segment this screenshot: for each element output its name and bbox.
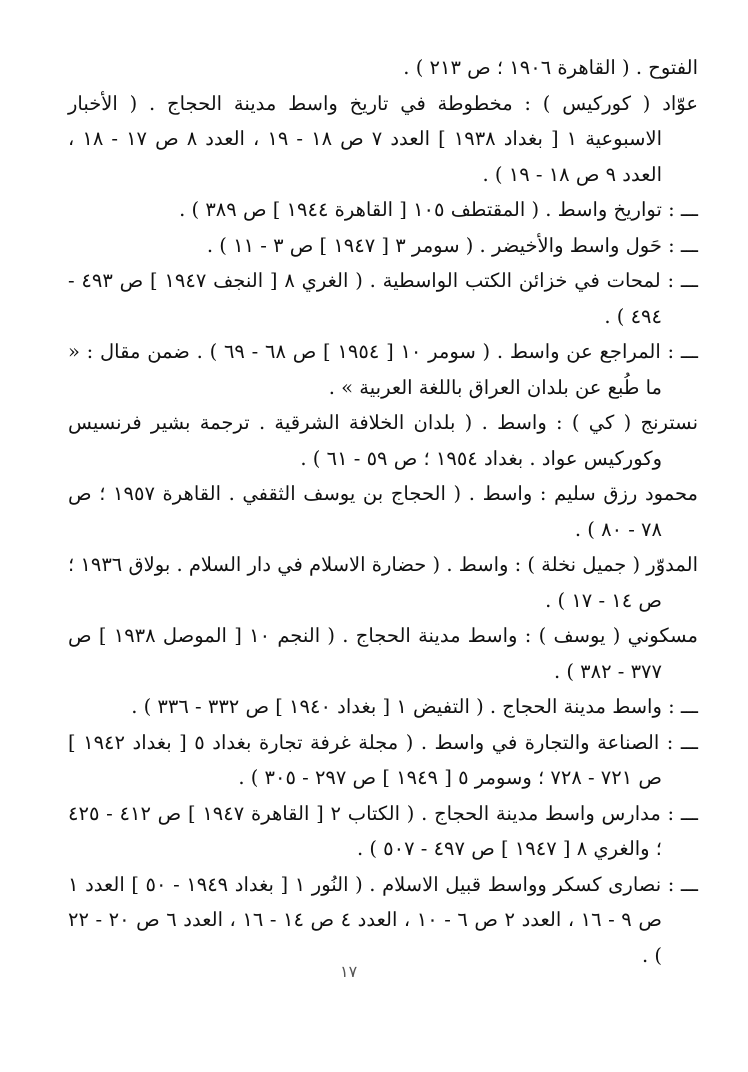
bibliography-entry: ـــ : حَول واسط والأخيضر . ( سومر ٣ [ ١٩٤٧ ] ص ٣ - ١١ ) .	[206, 233, 698, 257]
bibliography-entry: محمود رزق سليم : واسط . ( الحجاج بن يوسف الثقفي . القاهرة ١٩٥٧ ؛ ص ٧٨ - ٨٠ ) .	[68, 482, 699, 541]
bibliography-entry: ـــ : نصارى كسكر وواسط قبيل الاسلام . ( النُور ١ [ بغداد ١٩٤٩ - ٥٠ ] العدد ١ ص ٩ - ١٦ ، العدد ٢ ص ٦ - ١٠ ، العدد ٤ ص ١٤ - ١٦ ، العدد ٦ ص ٢٠ - ٢٢ ) .	[68, 872, 699, 967]
page-number: ١٧	[340, 962, 358, 981]
bibliography-entry: ـــ : مدارس واسط مدينة الحجاج . ( الكتاب ٢ [ القاهرة ١٩٤٧ ] ص ٤١٢ - ٤٢٥ ؛ والغري ٨ [ ١٩٤٧ ] ص ٤٩٧ - ٥٠٧ ) .	[68, 801, 698, 860]
bibliography-entry: ـــ : المراجع عن واسط . ( سومر ١٠ [ ١٩٥٤ ] ص ٦٨ - ٦٩ ) . ضمن مقال : « ما طُبع عن بلدان العراق باللغة العربية » .	[68, 340, 698, 399]
bibliography-entry: مسكوني ( يوسف ) : واسط مدينة الحجاج . ( النجم ١٠ [ الموصل ١٩٣٨ ] ص ٣٧٧ - ٣٨٢ ) .	[68, 624, 698, 683]
bibliography-entry: الفتوح . ( القاهرة ١٩٠٦ ؛ ص ٢١٣ ) .	[403, 56, 698, 79]
bibliography-entry: ـــ : واسط مدينة الحجاج . ( التفيض ١ [ بغداد ١٩٤٠ ] ص ٣٣٢ - ٣٣٦ ) .	[131, 695, 698, 718]
bibliography-entry: المدوّر ( جميل نخلة ) : واسط . ( حضارة الاسلام في دار السلام . بولاق ١٩٣٦ ؛ ص ١٤ - ١٧ ) .	[67, 553, 698, 612]
bibliography-entry: ـــ : لمحات في خزائن الكتب الواسطية . ( الغري ٨ [ النجف ١٩٤٧ ] ص ٤٩٣ - ٤٩٤ ) .	[68, 269, 698, 328]
bibliography-page	[68, 50, 698, 973]
bibliography-entry: ـــ : تواريخ واسط . ( المقتطف ١٠٥ [ القاهرة ١٩٤٤ ] ص ٣٨٩ ) .	[179, 198, 698, 221]
bibliography-entry: عوّاد ( كوركيس ) : مخطوطة في تاريخ واسط مدينة الحجاج . ( الأخبار الاسبوعية ١ [ بغداد ١٩٣٨ ] العدد ٧ ص ١٨ - ١٩ ، العدد ٨ ص ١٧ - ١٨ ، العدد ٩ ص ١٨ - ١٩ ) .	[68, 91, 698, 186]
bibliography-entry: ـــ : الصناعة والتجارة في واسط . ( مجلة غرفة تجارة بغداد ٥ [ بغداد ١٩٤٢ ] ص ٧٢١ - ٧٢٨ ؛ وسومر ٥ [ ١٩٤٩ ] ص ٢٩٧ - ٣٠٥ ) .	[68, 730, 698, 789]
bibliography-entry: نسترنج ( كي ) : واسط . ( بلدان الخلافة الشرقية . ترجمة بشير فرنسيس وكوركيس عواد . بغداد ١٩٥٤ ؛ ص ٥٩ - ٦١ ) .	[68, 411, 698, 470]
